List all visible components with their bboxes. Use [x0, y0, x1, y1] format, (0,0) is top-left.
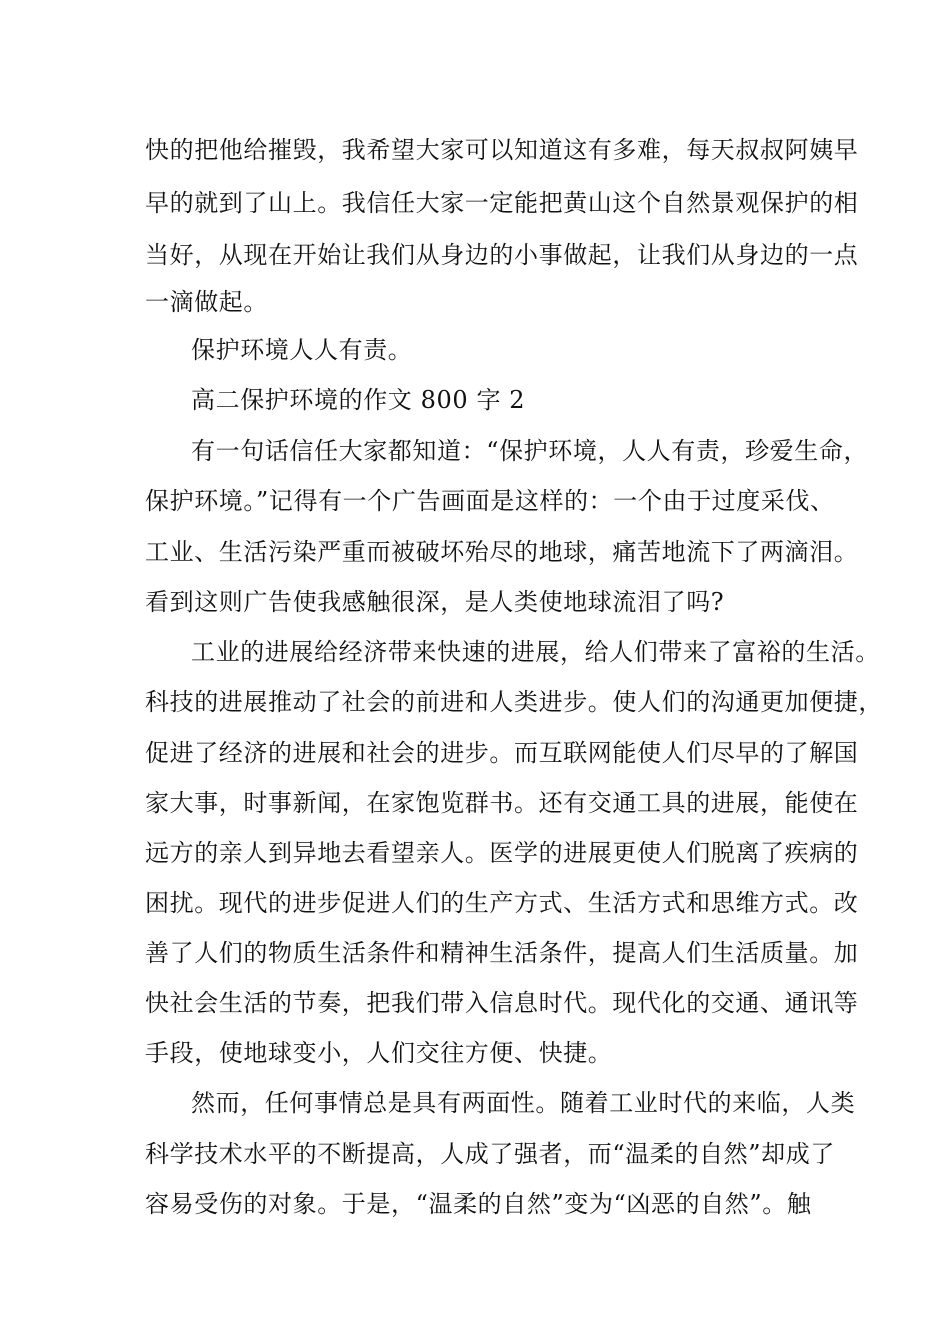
text-line: 家大事，时事新闻，在家饱览群书。还有交通工具的进展，能使在: [145, 789, 859, 817]
text-line: 容易受伤的对象。于是，“温柔的自然”变为“凶恶的自然”。触: [145, 1190, 812, 1218]
text-line: 保护环境。”记得有一个广告画面是这样的：一个由于过度采伐、: [145, 487, 835, 515]
text-line: 工业的进展给经济带来快速的进展，给人们带来了富裕的生活。: [191, 638, 880, 666]
text-line: 保护环境人人有责。: [191, 336, 413, 364]
text-line: 当好，从现在开始让我们从身边的小事做起，让我们从身边的一点: [145, 241, 859, 269]
text-line: 手段，使地球变小，人们交往方便、快捷。: [145, 1039, 613, 1067]
text-line: 有一句话信任大家都知道：“保护环境，人人有责，珍爱生命，: [191, 437, 869, 465]
text-line: 科学技术水平的不断提高，人成了强者，而“温柔的自然”却成了: [145, 1140, 835, 1168]
text-line: 善了人们的物质生活条件和精神生活条件，提高人们生活质量。加: [145, 939, 859, 967]
text-line: 看到这则广告使我感触很深，是人类使地球流泪了吗?: [145, 588, 725, 616]
text-line: 快社会生活的节奏，把我们带入信息时代。现代化的交通、通讯等: [145, 989, 859, 1017]
text-line: 促进了经济的进展和社会的进步。而互联网能使人们尽早的了解国: [145, 739, 859, 767]
text-line: 快的把他给摧毁，我希望大家可以知道这有多难，每天叔叔阿姨早: [145, 136, 859, 164]
text-line: 一滴做起。: [145, 288, 268, 316]
text-line: 早的就到了山上。我信任大家一定能把黄山这个自然景观保护的相: [145, 189, 859, 217]
text-line: 远方的亲人到异地去看望亲人。医学的进展更使人们脱离了疾病的: [145, 839, 859, 867]
text-line: 然而，任何事情总是具有两面性。随着工业时代的来临，人类: [191, 1089, 856, 1117]
text-line: 困扰。现代的进步促进人们的生产方式、生活方式和思维方式。改: [145, 889, 859, 917]
section-heading: 高二保护环境的作文 800 字 2: [191, 386, 526, 414]
text-line: 工业、生活污染严重而被破坏殆尽的地球，痛苦地流下了两滴泪。: [145, 538, 859, 566]
text-line: 科技的进展推动了社会的前进和人类进步。使人们的沟通更加便捷，: [145, 688, 883, 716]
